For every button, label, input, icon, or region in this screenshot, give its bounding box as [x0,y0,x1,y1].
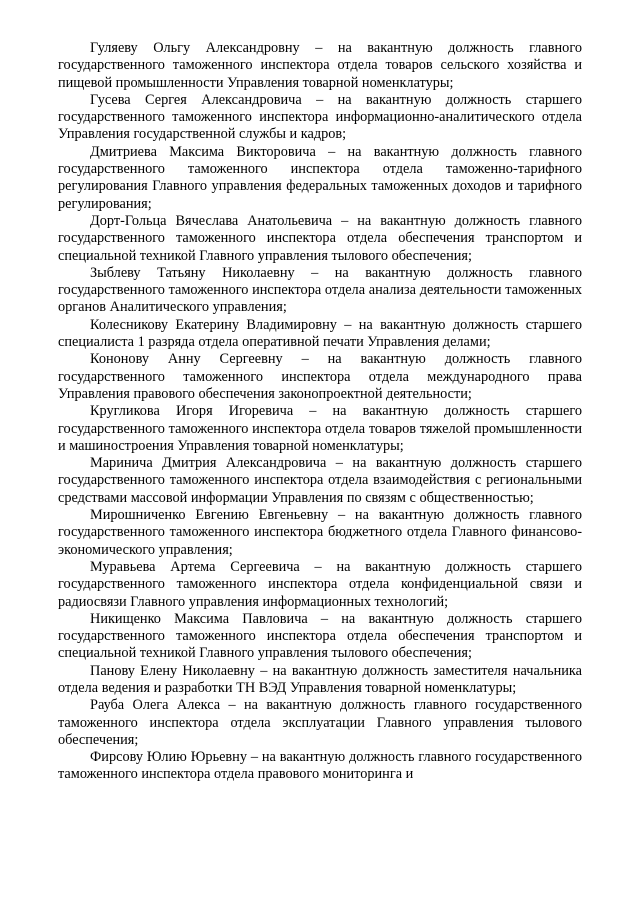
appointment-entry-kononova: Кононову Анну Сергеевну – на вакантную должность главного государственного таможенного инспектора отдела международного права Управления правового обеспечения законопроектной деятельности; [58,351,582,402]
appointment-entry-miroshnichenko: Мирошниченко Евгению Евгеньевну – на вакантную должность главного государственного таможенного инспектора бюджетного отдела Главного финансово-экономического управления; [58,507,582,558]
appointment-entry-dort-goltsa: Дорт-Гольца Вячеслава Анатольевича – на вакантную должность главного государственного таможенного инспектора отдела обеспечения транспортом и специальной техникой Главного управления тылового обеспечения; [58,212,582,264]
appointment-entry-panova: Панову Елену Николаевну – на вакантную должность заместителя начальника отдела ведения и разработки ТН ВЭД Управления товарной номенклатуры; [58,662,582,696]
appointment-entry-kolesnikova: Колесникову Екатерину Владимировну – на вакантную должность старшего специалиста 1 разряда отдела оперативной печати Управления делами; [58,316,582,351]
appointment-entry-zybleva: Зыблеву Татьяну Николаевну – на вакантную должность главного государственного таможенного инспектора отдела анализа деятельности таможенных органов Аналитического управления; [58,264,582,316]
appointment-entry-kruglikova: Кругликова Игоря Игоревича – на вакантную должность старшего государственного таможенного инспектора отдела товаров тяжелой промышленности и машиностроения Управления товарной номенклатуры; [58,403,582,454]
appointment-entry-marinicha: Маринича Дмитрия Александровича – на вакантную должность старшего государственного таможенного инспектора отдела взаимодействия с региональными средствами массовой информации Управления по связям с общественностью; [58,455,582,506]
appointment-entry-gulyaeva: Гуляеву Ольгу Александровну – на вакантную должность главного государственного таможенного инспектора отдела товаров сельского хозяйства и пищевой промышленности Управления товарной номенклатуры; [58,40,582,91]
document-page [58,40,582,784]
appointment-entry-rauba: Рауба Олега Алекса – на вакантную должность главного государственного таможенного инспектора отдела эксплуатации Главного управления тылового обеспечения; [58,697,582,748]
appointment-entry-guseva: Гусева Сергея Александровича – на вакантную должность старшего государственного таможенного инспектора информационно-аналитического отдела Управления государственной службы и кадров; [58,91,582,143]
appointment-entry-firsova: Фирсову Юлию Юрьевну – на вакантную должность главного государственного таможенного инспектора отдела правового мониторинга и [58,749,582,783]
appointment-entry-muravyeva: Муравьева Артема Сергеевича – на вакантную должность старшего государственного таможенного инспектора отдела конфиденциальной связи и радиосвязи Главного управления информационных технологий; [58,558,582,610]
appointment-entry-nikishchenko: Никищенко Максима Павловича – на вакантную должность старшего государственного таможенного инспектора отдела обеспечения транспортом и специальной техникой Главного управления тылового обеспечения; [58,610,582,662]
appointment-entry-dmitrieva: Дмитриева Максима Викторовича – на вакантную должность главного государственного таможенного инспектора отдела таможенно-тарифного регулирования Главного управления федеральных таможенных доходов и тарифного регулирования; [58,143,582,212]
